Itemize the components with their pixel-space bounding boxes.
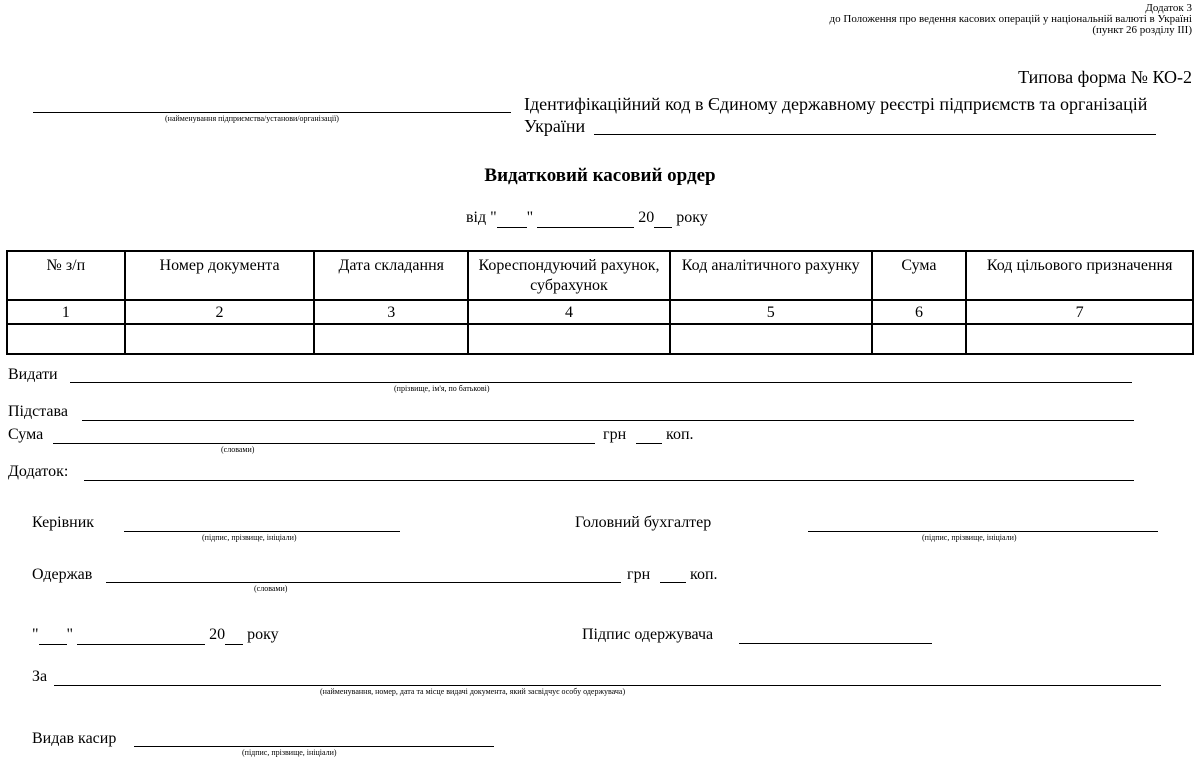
sum-kop-line[interactable]	[636, 443, 662, 444]
receipt-date	[32, 626, 279, 645]
date-from-label: від	[466, 209, 487, 226]
cell-sum[interactable]	[872, 324, 967, 354]
date-century: 20	[638, 209, 655, 226]
table-number-row	[7, 300, 1193, 324]
received-kop-line[interactable]	[660, 582, 686, 583]
chief-accountant-line[interactable]	[808, 531, 1158, 532]
col-header-corr-account: Кореспондуючий рахунок, субрахунок	[468, 251, 670, 300]
order-table	[6, 250, 1194, 355]
col-header-analytic-code: Код аналітичного рахунку	[670, 251, 872, 300]
date-quote-close: "	[526, 209, 534, 226]
col-number-3: 3	[314, 300, 468, 324]
table-row	[7, 324, 1193, 354]
cashier-line[interactable]	[134, 746, 494, 747]
recipient-signature-label: Підпис одержувача	[582, 626, 714, 643]
received-label: Одержав	[32, 566, 93, 583]
receipt-date-quote-open: "	[32, 626, 39, 643]
cashier-label: Видав касир	[32, 730, 117, 747]
receipt-date-century: 20	[209, 626, 226, 643]
receipt-date-year-field[interactable]	[225, 626, 243, 645]
org-name-line[interactable]	[33, 112, 511, 113]
receipt-date-year-word: року	[247, 626, 279, 643]
attachment-line[interactable]	[84, 480, 1134, 481]
by-caption: (найменування, номер, дата та місце видачі документа, який засвідчує особу одержувача)	[320, 687, 626, 696]
sum-uah-label: грн	[603, 426, 627, 443]
date-quote-open: "	[490, 209, 497, 226]
date-day-field[interactable]	[497, 209, 527, 228]
sum-caption: (словами)	[221, 445, 255, 454]
id-code-label-country: України	[524, 116, 586, 136]
basis-label: Підстава	[8, 403, 68, 420]
cell-number[interactable]	[7, 324, 125, 354]
col-number-5: 5	[670, 300, 872, 324]
col-header-purpose-code: Код цільового призначення	[966, 251, 1193, 300]
received-kop-label: коп.	[690, 566, 718, 583]
sum-label: Сума	[8, 426, 44, 443]
received-uah-label: грн	[627, 566, 651, 583]
sum-kop-label: коп.	[666, 426, 694, 443]
org-name-caption: (найменування підприємства/установи/організації)	[165, 114, 339, 123]
date-year-word: року	[676, 209, 708, 226]
receipt-date-month-field[interactable]	[77, 626, 205, 645]
id-code-label: Ідентифікаційний код в Єдиному державному реєстрі підприємств та організацій	[524, 94, 1148, 114]
col-header-date: Дата складання	[314, 251, 468, 300]
cell-date[interactable]	[314, 324, 468, 354]
cashier-caption: (підпис, прізвище, ініціали)	[242, 748, 337, 757]
col-header-doc-number: Номер документа	[125, 251, 315, 300]
director-caption: (підпис, прізвище, ініціали)	[202, 533, 297, 542]
col-header-number: № з/п	[7, 251, 125, 300]
document-title: Видатковий касовий ордер	[484, 165, 716, 186]
col-number-7: 7	[966, 300, 1193, 324]
received-caption: (словами)	[254, 584, 288, 593]
col-number-1: 1	[7, 300, 125, 324]
by-line[interactable]	[54, 685, 1161, 686]
chief-accountant-caption: (підпис, прізвище, ініціали)	[922, 533, 1017, 542]
issue-label: Видати	[8, 366, 58, 383]
issue-caption: (прізвище, ім'я, по батькові)	[394, 384, 490, 393]
col-number-4: 4	[468, 300, 670, 324]
recipient-signature-line[interactable]	[739, 643, 932, 644]
id-code-line[interactable]	[594, 134, 1156, 135]
by-label: За	[32, 668, 48, 685]
issue-line[interactable]	[70, 382, 1132, 383]
attachment-label: Додаток:	[8, 463, 69, 480]
director-line[interactable]	[124, 531, 400, 532]
cell-doc-number[interactable]	[125, 324, 315, 354]
table-header-row	[7, 251, 1193, 300]
date-month-field[interactable]	[537, 209, 634, 228]
sum-words-line[interactable]	[53, 443, 595, 444]
col-number-2: 2	[125, 300, 315, 324]
cell-corr-account[interactable]	[468, 324, 670, 354]
document-date	[466, 209, 708, 228]
cell-analytic-code[interactable]	[670, 324, 872, 354]
receipt-date-quote-close: "	[66, 626, 74, 643]
appendix-line-1: Додаток 3	[1145, 2, 1192, 14]
form-type: Типова форма № КО-2	[1018, 67, 1192, 87]
appendix-line-3: (пункт 26 розділу ІІІ)	[1092, 24, 1192, 36]
col-number-6: 6	[872, 300, 967, 324]
receipt-date-day-field[interactable]	[39, 626, 67, 645]
cell-purpose-code[interactable]	[966, 324, 1193, 354]
basis-line[interactable]	[82, 420, 1134, 421]
received-words-line[interactable]	[106, 582, 621, 583]
date-year-field[interactable]	[654, 209, 672, 228]
chief-accountant-label: Головний бухгалтер	[575, 514, 712, 531]
appendix-line-2: до Положення про ведення касових операцій у національній валюті в Україні	[829, 13, 1192, 25]
director-label: Керівник	[32, 514, 95, 531]
col-header-sum: Сума	[872, 251, 967, 300]
appendix-block	[830, 3, 1192, 36]
